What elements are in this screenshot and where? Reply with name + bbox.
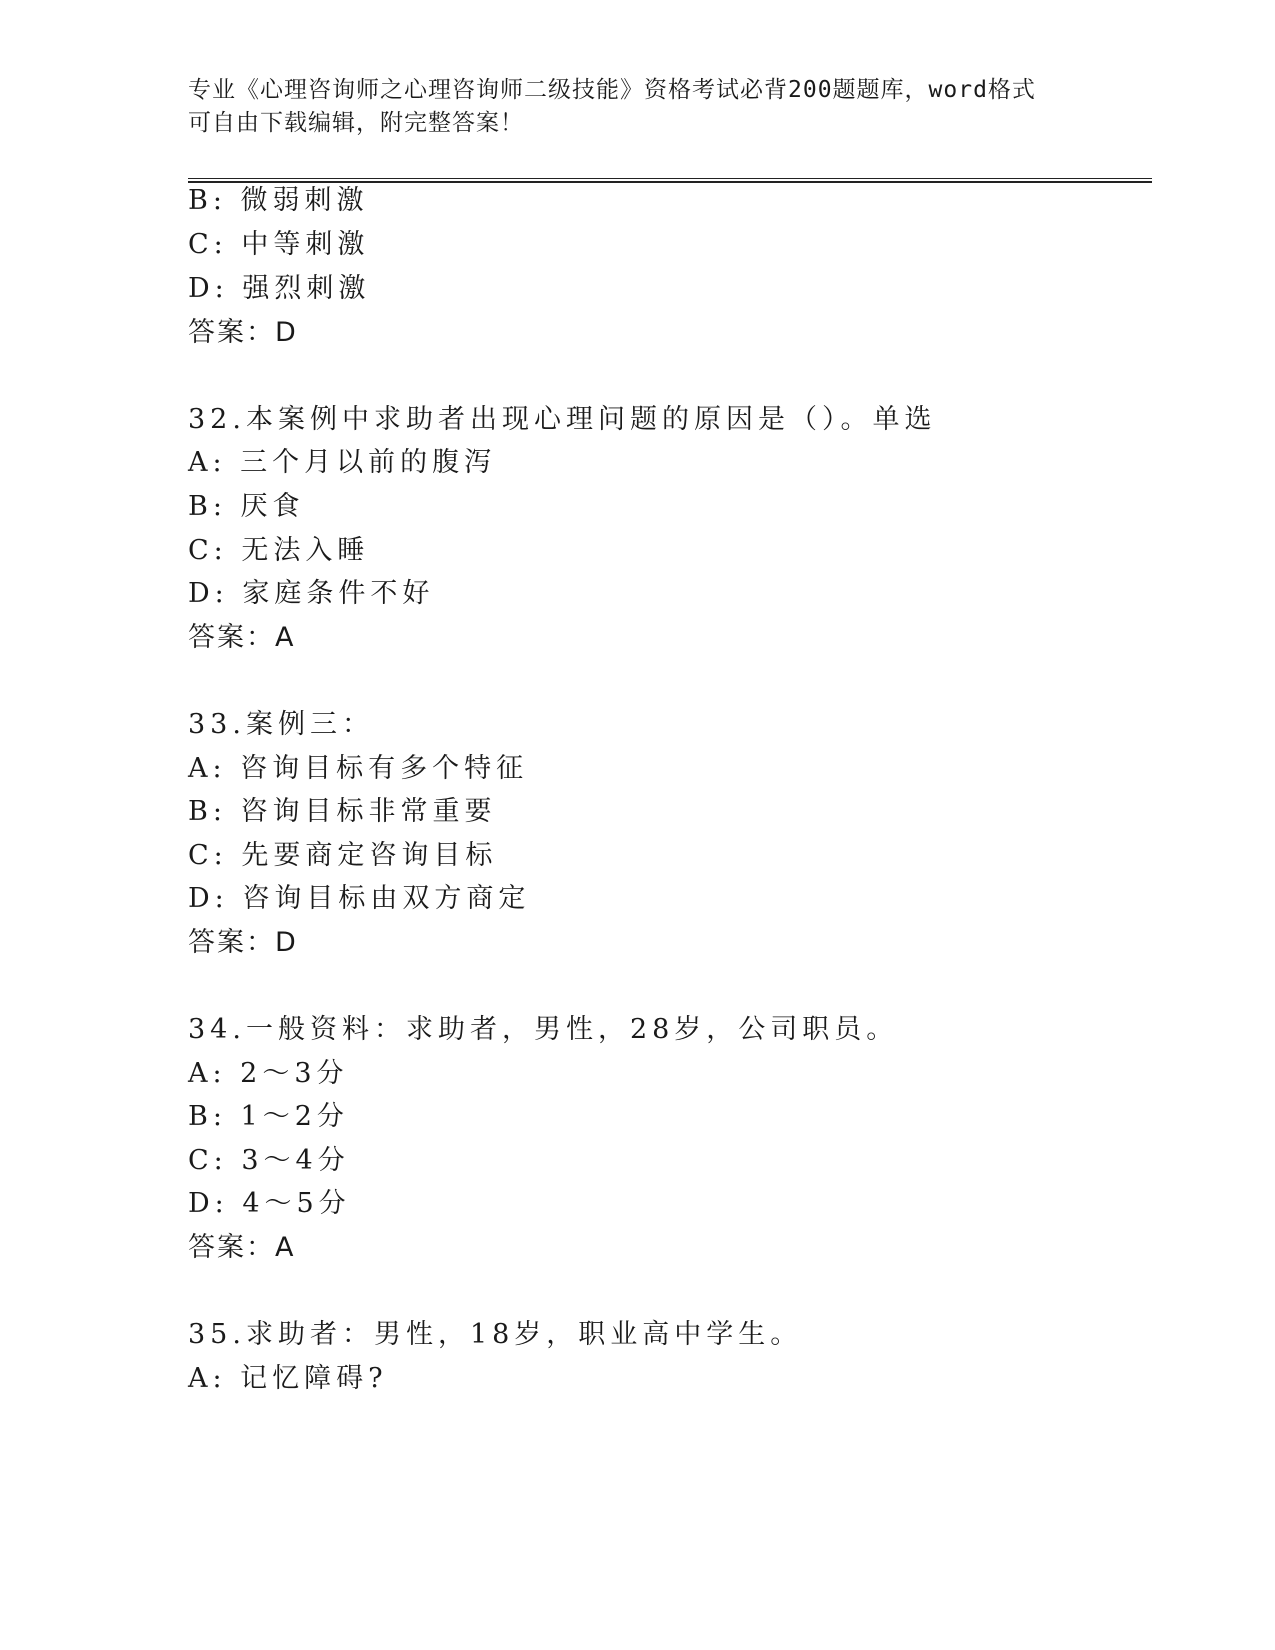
q33-stem: 33.案例三：	[188, 709, 374, 740]
q32-answer: 答案：A	[188, 622, 296, 653]
q34-option-a: A: 2～3分	[188, 1058, 349, 1089]
q32-option-b: B: 厌食	[188, 491, 305, 522]
q32-stem: 32.本案例中求助者出现心理问题的原因是（）。单选	[188, 404, 937, 435]
header-divider-thin	[188, 178, 1152, 179]
q31-answer: 答案：D	[188, 317, 298, 348]
header-divider-thick	[188, 181, 1152, 183]
q32-option-a: A: 三个月以前的腹泻	[188, 447, 497, 478]
q33-answer: 答案：D	[188, 927, 298, 958]
q32-option-d: D: 家庭条件不好	[188, 578, 435, 609]
q31-option-b: B: 微弱刺激	[188, 185, 369, 216]
q33-option-d: D: 咨询目标由双方商定	[188, 883, 531, 914]
q34-answer: 答案：A	[188, 1232, 296, 1263]
q34-stem: 34.一般资料：求助者，男性，28岁，公司职员。	[188, 1014, 899, 1045]
q31-option-d: D: 强烈刺激	[188, 273, 371, 304]
q33-option-a: A: 咨询目标有多个特征	[188, 753, 529, 784]
header-line-2: 可自由下载编辑，附完整答案！	[188, 110, 524, 136]
q32-option-c: C: 无法入睡	[188, 535, 370, 566]
q35-option-a: A: 记忆障碍?	[188, 1363, 388, 1394]
q35-stem: 35.求助者：男性，18岁，职业高中学生。	[188, 1319, 803, 1350]
q34-option-b: B: 1～2分	[188, 1101, 349, 1132]
q34-option-d: D: 4～5分	[188, 1188, 351, 1219]
q31-option-c: C: 中等刺激	[188, 229, 370, 260]
q34-option-c: C: 3～4分	[188, 1145, 350, 1176]
document-header	[188, 74, 1088, 140]
q33-option-b: B: 咨询目标非常重要	[188, 796, 497, 827]
header-line-1: 专业《心理咨询师之心理咨询师二级技能》资格考试必背200题题库，word格式	[188, 77, 1036, 103]
q33-option-c: C: 先要商定咨询目标	[188, 840, 498, 871]
